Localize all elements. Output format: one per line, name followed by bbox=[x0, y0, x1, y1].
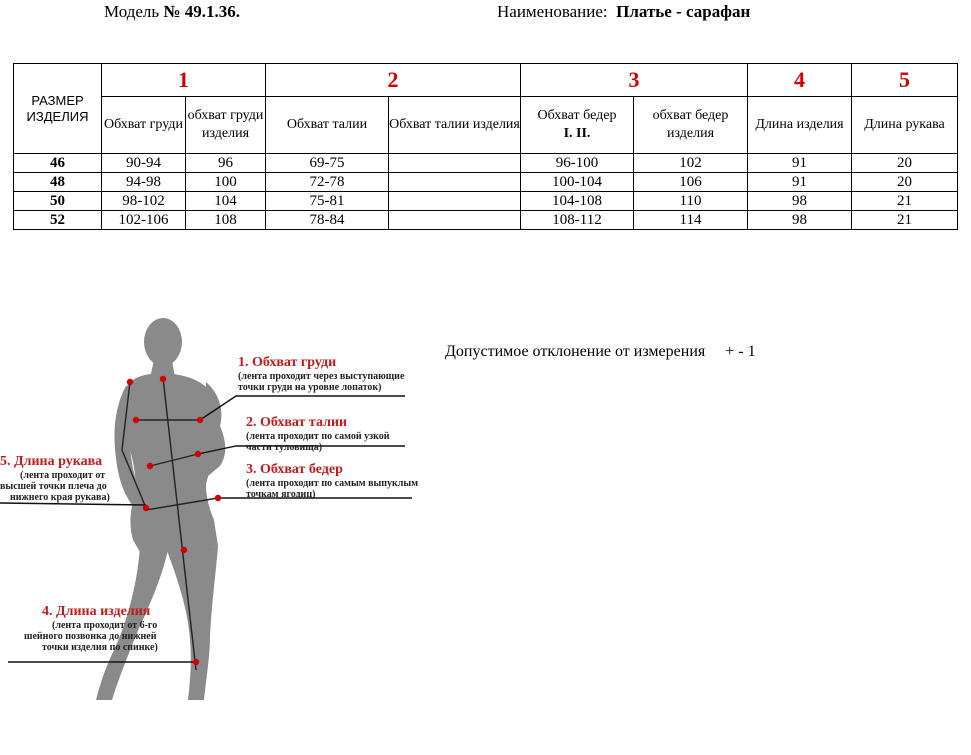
waist-desc-1: (лента проходит по самой узкой bbox=[246, 431, 390, 442]
measure-cell: 98-102 bbox=[102, 192, 186, 211]
group-number-5: 5 bbox=[852, 64, 958, 97]
column-header-garment-length: Длина изделия bbox=[748, 97, 852, 154]
size-cell: 52 bbox=[14, 211, 102, 230]
group-number-1: 1 bbox=[102, 64, 266, 97]
group-number-3: 3 bbox=[521, 64, 748, 97]
hips-suffix: I. II. bbox=[563, 126, 591, 141]
measure-cell: 96-100 bbox=[521, 154, 634, 173]
measure-cell: 21 bbox=[852, 211, 958, 230]
measure-cell: 108 bbox=[186, 211, 266, 230]
measure-cell: 69-75 bbox=[266, 154, 389, 173]
sleeve-desc-2: высшей точки плеча до bbox=[0, 481, 107, 492]
measure-cell: 104 bbox=[186, 192, 266, 211]
measure-cell: 108-112 bbox=[521, 211, 634, 230]
measure-label-hips bbox=[246, 462, 418, 500]
table-row bbox=[14, 154, 958, 173]
column-header-garment-waist: Обхват талии изделия bbox=[389, 97, 521, 154]
product-name: Платье - сарафан bbox=[616, 2, 751, 21]
measure-label-waist bbox=[246, 415, 390, 453]
measure-cell: 90-94 bbox=[102, 154, 186, 173]
name-label: Наименование: bbox=[497, 2, 608, 21]
measure-cell: 98 bbox=[748, 211, 852, 230]
length-desc-3: точки изделия по спинке) bbox=[42, 642, 158, 653]
table-row bbox=[14, 192, 958, 211]
sleeve-desc-3: нижнего края рукава) bbox=[10, 492, 110, 503]
chest-desc-2: точки груди на уровне лопаток) bbox=[238, 382, 382, 393]
measure-cell: 91 bbox=[748, 154, 852, 173]
table-row bbox=[14, 211, 958, 230]
length-desc-1: (лента проходит от 6-го bbox=[52, 620, 158, 631]
measure-cell: 75-81 bbox=[266, 192, 389, 211]
tolerance-note bbox=[445, 343, 756, 361]
size-column-header: РАЗМЕР ИЗДЕЛИЯ bbox=[14, 64, 102, 154]
column-header-sleeve-length: Длина рукава bbox=[852, 97, 958, 154]
tolerance-value: + - 1 bbox=[725, 343, 756, 360]
column-header-garment-chest: обхват груди изделия bbox=[186, 97, 266, 154]
measure-cell: 98 bbox=[748, 192, 852, 211]
chest-desc-1: (лента проходит через выступающие bbox=[238, 371, 405, 382]
measure-cell: 114 bbox=[634, 211, 748, 230]
measure-cell: 100 bbox=[186, 173, 266, 192]
measure-cell: 72-78 bbox=[266, 173, 389, 192]
size-cell: 50 bbox=[14, 192, 102, 211]
length-title: 4. Длина изделия bbox=[42, 604, 151, 619]
product-name-header bbox=[497, 2, 750, 22]
measure-cell: 100-104 bbox=[521, 173, 634, 192]
model-label: Модель bbox=[104, 2, 160, 21]
waist-title: 2. Обхват талии bbox=[246, 415, 348, 430]
measure-cell: 20 bbox=[852, 173, 958, 192]
measure-cell: 94-98 bbox=[102, 173, 186, 192]
measure-cell: 106 bbox=[634, 173, 748, 192]
measure-cell: 102 bbox=[634, 154, 748, 173]
hips-desc-2: точкам ягодиц) bbox=[246, 489, 316, 500]
waist-desc-2: части туловища) bbox=[246, 442, 323, 453]
measure-cell: 78-84 bbox=[266, 211, 389, 230]
measure-cell: 104-108 bbox=[521, 192, 634, 211]
measure-cell: 91 bbox=[748, 173, 852, 192]
measure-cell bbox=[389, 154, 521, 173]
column-header-chest: Обхват груди bbox=[102, 97, 186, 154]
measure-cell: 110 bbox=[634, 192, 748, 211]
size-rows bbox=[14, 154, 958, 230]
chest-title: 1. Обхват груди bbox=[238, 355, 337, 370]
measure-label-chest bbox=[238, 355, 405, 393]
size-chart-table bbox=[13, 63, 958, 230]
column-header-garment-hips: обхват бедер изделия bbox=[634, 97, 748, 154]
column-header-waist: Обхват талии bbox=[266, 97, 389, 154]
measure-cell: 20 bbox=[852, 154, 958, 173]
column-header-hips bbox=[521, 97, 634, 154]
hips-title: 3. Обхват бедер bbox=[246, 462, 343, 477]
model-header bbox=[104, 2, 240, 22]
measure-cell bbox=[389, 173, 521, 192]
table-row bbox=[14, 173, 958, 192]
hips-label: Обхват бедер bbox=[537, 108, 617, 123]
measure-cell: 96 bbox=[186, 154, 266, 173]
measure-cell bbox=[389, 211, 521, 230]
measure-label-sleeve bbox=[0, 454, 110, 503]
model-number: № 49.1.36. bbox=[163, 2, 240, 21]
group-number-2: 2 bbox=[266, 64, 521, 97]
measure-cell bbox=[389, 192, 521, 211]
tolerance-label: Допустимое отклонение от измерения bbox=[445, 343, 706, 360]
measure-cell: 102-106 bbox=[102, 211, 186, 230]
sleeve-desc-1: (лента проходит от bbox=[20, 470, 106, 481]
size-cell: 48 bbox=[14, 173, 102, 192]
sleeve-title: 5. Длина рукава bbox=[0, 454, 103, 469]
measurement-figure bbox=[0, 300, 440, 710]
group-number-4: 4 bbox=[748, 64, 852, 97]
size-cell: 46 bbox=[14, 154, 102, 173]
measure-label-length bbox=[24, 604, 158, 653]
measure-cell: 21 bbox=[852, 192, 958, 211]
length-desc-2: шейного позвонка до нижней bbox=[24, 631, 157, 642]
hips-desc-1: (лента проходит по самым выпуклым bbox=[246, 478, 419, 489]
